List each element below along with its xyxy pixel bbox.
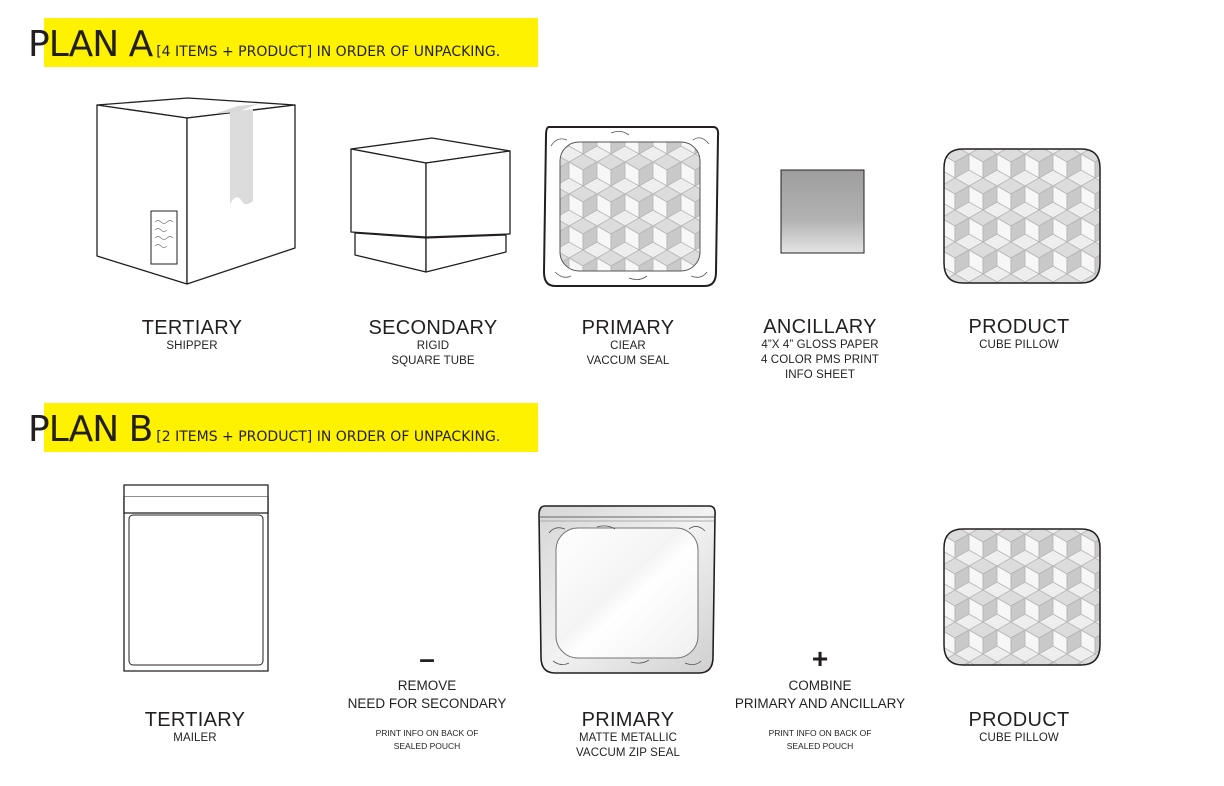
shipper-box-illustration (94, 98, 304, 288)
plan-a-primary-label: PRIMARY CIEAR VACCUM SEAL (581, 317, 675, 367)
remove-secondary-note: – REMOVE NEED FOR SECONDARY PRINT INFO ON BACK OF SEALED POUCH (317, 645, 537, 753)
plan-b-tertiary-label: TERTIARY MAILER (144, 709, 246, 744)
cube-pillow-illustration-b (941, 526, 1103, 668)
cube-pillow-illustration (941, 146, 1103, 286)
mailer-illustration (120, 481, 272, 675)
plan-a-title: PLAN A (28, 24, 153, 65)
info-sheet-illustration (780, 169, 866, 255)
plus-icon: + (811, 643, 829, 674)
plan-a-ancillary-label: ANCILLARY 4”X 4” GLOSS PAPER 4 COLOR PMS PRINT INFO SHEET (761, 316, 879, 381)
plan-a-product-label: PRODUCT CUBE PILLOW (968, 316, 1070, 351)
plan-b-title: PLAN B (28, 409, 153, 450)
plan-b-heading (28, 409, 500, 450)
plan-b-primary-label: PRIMARY MATTE METALLIC VACCUM ZIP SEAL (576, 709, 680, 759)
metallic-zip-pouch-illustration (535, 503, 719, 677)
minus-icon: – (419, 643, 435, 674)
clear-vacuum-pouch-illustration (541, 122, 721, 290)
plan-a-secondary-label: SECONDARY RIGID SQUARE TUBE (368, 317, 498, 367)
combine-primary-ancillary-note: + COMBINE PRIMARY AND ANCILLARY PRINT INFO ON BACK OF SEALED POUCH (710, 645, 930, 753)
plan-b-product-label: PRODUCT CUBE PILLOW (968, 709, 1070, 744)
plan-a-subtitle: [4 ITEMS + PRODUCT] IN ORDER OF UNPACKING. (156, 44, 501, 60)
plan-a-heading (28, 24, 500, 65)
rigid-tube-illustration (349, 136, 513, 276)
plan-a-tertiary-label: TERTIARY SHIPPER (141, 317, 243, 352)
plan-b-subtitle: [2 ITEMS + PRODUCT] IN ORDER OF UNPACKING. (156, 429, 501, 445)
